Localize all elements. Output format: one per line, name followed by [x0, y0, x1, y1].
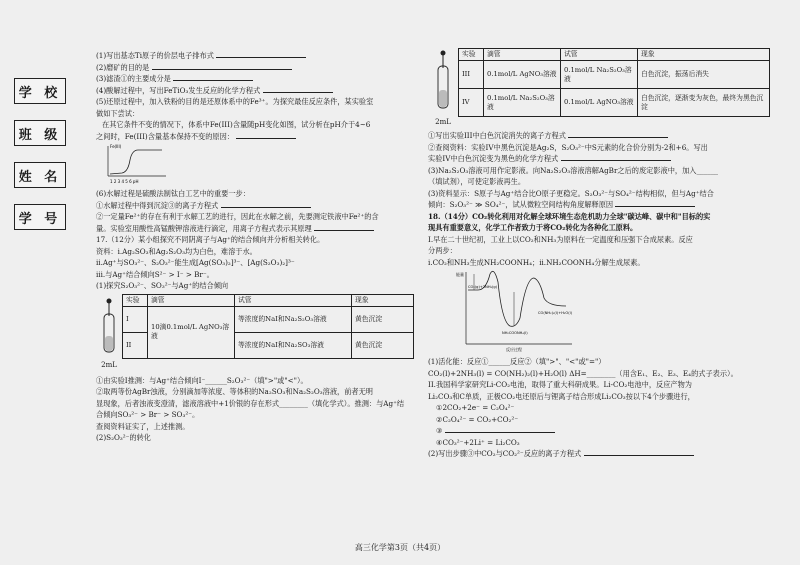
r4a-text: (3)资料显示：S原子与Ag⁺结合比O原子更稳定。S₂O₃²⁻与SO₄²⁻结构相似，但与Ag⁺结合: [428, 188, 714, 198]
right-column: [428, 48, 773, 460]
page-footer: 高三化学第3页（共4页）: [354, 543, 446, 552]
c2c-text: 合倾向SO₃²⁻ > Br⁻ > SO₃²⁻。: [96, 410, 200, 419]
r2b-text: 实验IV中白色沉淀变为黑色的化学方程式: [428, 154, 559, 163]
p1c-text: i.CO₂和NH₃生成NH₂COONH₄；ii.NH₂COONH₄分解生成尿素。: [428, 257, 645, 267]
th-exp: 实验: [459, 49, 484, 61]
row-id: IV: [459, 89, 484, 117]
label-process: 反应过程: [506, 347, 522, 352]
test-tube-icon: [100, 298, 118, 356]
q6-text: (6)水解过程是硫酸法制钛白工艺中的重要一步：: [96, 189, 250, 198]
answer-blank[interactable]: [173, 73, 253, 81]
p1a-text: I.早在二十世纪初，工业上以CO₂和NH₃为原料在一定温度和压强下合成尿素。反应: [428, 234, 693, 244]
row-dropper: 10滴0.1mol/L AgNO₃溶液: [148, 306, 235, 358]
r3b-text: （填试剂），可使定影液再生。: [428, 177, 526, 186]
test-tube-figure: [96, 294, 122, 372]
q5b-text: 做如下尝试：: [96, 108, 140, 118]
r2a-text: ②查阅资料：实验IV中黑色沉淀是Ag₂S，S₂O₃²⁻中S元素的化合价分别为-2和+6。写出: [428, 142, 708, 152]
exp-table-1-block: [96, 294, 416, 372]
s1-text: ①2CO₂+2e⁻ = C₂O₄²⁻: [436, 403, 515, 412]
answer-blank[interactable]: [615, 199, 695, 207]
c1-text: ①由实验I推测：与Ag⁺结合倾向I⁻______S₂O₃²⁻（填">"或"<"）。: [96, 375, 308, 385]
p2a-text: II.我国科学家研究Li-CO₂电池，取得了重大科研成果。Li-CO₂电池中，反应产物为: [428, 380, 692, 389]
sub1-text: (1)探究S₂O₃²⁻、SO₃²⁻与Ag⁺的结合倾向: [96, 281, 229, 290]
test-tube-figure: [428, 48, 458, 128]
answer-blank[interactable]: [445, 425, 555, 433]
row-tube: 0.1mol/L Na₂S₂O₃溶液: [561, 61, 638, 89]
s4-text: ④CO₃²⁻+2Li⁺ = Li₂CO₃: [436, 437, 520, 447]
q5c-text: 在其它条件不变的情况下，体系中Fe(III)含量随pH变化如图，试分析在pH介于4~6: [102, 120, 371, 129]
energy-diagram-svg: [456, 268, 576, 354]
row-result: 白色沉淀，逐渐变为灰色，最终为黑色沉淀: [638, 89, 770, 117]
row-tube: 等浓度的NaI和Na₂S₂O₃溶液: [235, 306, 352, 332]
student-info-sidebar: [14, 78, 64, 228]
row-id: I: [123, 306, 148, 332]
q4-text: (4)酸解过程中，写出FeTiO₃发生反应的化学方程式: [96, 85, 261, 95]
row-dropper: 0.1mol/L Na₂S₂O₃溶液: [484, 89, 561, 117]
c2b-text: 显现象，后者浊液变澄清，滤液溶液中+1价银的存在形式________（填化学式）。推测：与Ag⁺结: [96, 398, 405, 408]
tube-volume: 2mL: [435, 117, 451, 126]
id-box: 学 号: [14, 204, 66, 230]
th-dropper: 滴管: [148, 294, 235, 306]
r1-text: ①写出实验III中白色沉淀消失的离子方程式: [428, 131, 566, 140]
q5a-text: (5)还原过程中，加入铁粉的目的是还原体系中的Fe³⁺。为探究最佳反应条件，某实验室: [96, 97, 374, 106]
experiment-table-2: [458, 48, 770, 117]
th-exp: 实验: [123, 294, 148, 306]
q6a-text: ①水解过程中得到沉淀③的离子方程式: [96, 200, 219, 210]
s2-text: ②C₂O₄²⁻ = CO₂+CO₂²⁻: [436, 414, 519, 424]
q2-text: (2)磨矿的目的是: [96, 62, 150, 72]
class-box: 班 级: [14, 120, 66, 146]
r4b-text: 倾向：S₂O₃²⁻ ≫ SO₄²⁻，试从微粒空间结构角度解释原因: [428, 200, 614, 209]
th-dropper: 滴管: [484, 49, 561, 61]
ph-graph: [96, 142, 416, 188]
energy-diagram: [428, 268, 773, 356]
label-reactants: CO₂(g)+2NH₃(g): [468, 285, 498, 289]
q18b-text: 现具有重要意义，化学工作者致力于将CO₂转化为各种化工原料。: [428, 223, 638, 232]
row-id: III: [459, 61, 484, 89]
left-column: [96, 50, 416, 444]
energy-curve: [468, 271, 566, 326]
label-products: CO(NH₂)₂(l)+H₂O(l): [538, 311, 573, 315]
th-tube: 试管: [235, 294, 352, 306]
c4-text: (2)S₂O₃²⁻的转化: [96, 433, 151, 442]
answer-blank[interactable]: [216, 50, 306, 58]
graph-ylabel: Fe(III): [110, 144, 122, 149]
e1-text: (1)活化能：反应①______反应②（填">"、"<"或"="）: [428, 357, 606, 366]
answer-blank[interactable]: [221, 200, 311, 208]
th-result: 现象: [352, 294, 414, 306]
answer-blank[interactable]: [263, 85, 333, 93]
q18a-text: 18.（14分）CO₂转化利用对化解全球环境生态危机助力全球"碳达峰、碳中和"目标的实: [428, 211, 711, 221]
answer-blank[interactable]: [568, 130, 668, 138]
q17-text: 17.（12分）某小组探究不同阴离子与Ag⁺的结合倾向并分析相关转化。: [96, 235, 325, 244]
exp-table-2-block: [428, 48, 773, 128]
row-result: 黄色沉淀: [352, 332, 414, 358]
test-tube-icon: [434, 50, 452, 112]
e2-text: CO₂(l)+2NH₃(l) = CO(NH₂)₂(l)+H₂O(l) ΔH=________（用含E₁、E₂、E₃、E₄的式子表示）。: [428, 368, 738, 378]
school-box: 学 校: [14, 78, 66, 104]
label-intermediate: NH₂COONH₄(l): [502, 331, 528, 335]
ph-graph-svg: [100, 142, 170, 186]
row-tube: 0.1mol/L AgNO₃溶液: [561, 89, 638, 117]
q6b1-text: ②一定量Fe²⁺的存在有利于水解工艺的进行，因此在水解之前，先要测定铁液中Fe²⁺的含: [96, 212, 379, 221]
graph-xlabel: 1 2 3 4 5 6 pH: [110, 179, 139, 184]
fe-curve: [110, 150, 162, 174]
row-result: 白色沉淀，振荡后消失: [638, 61, 770, 89]
experiment-table-1: [122, 294, 414, 359]
row-id: II: [123, 332, 148, 358]
s3-text: ③: [436, 426, 443, 435]
p2b-text: Li₂CO₃和C单质，正极CO₂电还原后与锂离子结合形成Li₂CO₃按以下4个步骤进行，: [428, 391, 695, 401]
q6b2-text: 量。实验室用酸性高锰酸钾溶液进行滴定，用离子方程式表示其原理: [96, 223, 312, 233]
p1b-text: 分两步：: [428, 246, 457, 255]
answer-blank[interactable]: [236, 131, 296, 139]
q5d-text: 之间时，Fe(III)含量基本保持不变的原因：: [96, 131, 234, 141]
c2a-text: ②取两等份AgBr浊液，分别滴加等浓度、等体积的Na₂SO₃和Na₂S₂O₃溶液，前者无明: [96, 387, 373, 396]
q1-text: (1)写出基态Ti原子的价层电子排布式: [96, 51, 214, 60]
answer-blank[interactable]: [561, 153, 671, 161]
answer-blank[interactable]: [584, 448, 694, 456]
info1-text: ii.Ag⁺与SO₃²⁻、S₂O₃²⁻能生成[Ag(SO₃)₂]³⁻、[Ag(S₂O₃)₂]³⁻: [96, 258, 295, 267]
th-result: 现象: [638, 49, 770, 61]
row-result: 黄色沉淀: [352, 306, 414, 332]
answer-blank[interactable]: [152, 62, 292, 70]
q3-text: (3)滤渣①的主要成分是: [96, 74, 171, 83]
info2-text: iii.与Ag⁺结合倾向S²⁻ > I⁻ > Br⁻。: [96, 269, 214, 279]
info0-text: 资料：i.Ag₂SO₃和Ag₂S₂O₃均为白色，难溶于水。: [96, 246, 257, 256]
e3-text: (2)写出步骤③中CO₂与CO₂²⁻反应的离子方程式: [428, 449, 582, 458]
c3-text: 查阅资料证实了，上述推测。: [96, 421, 190, 431]
name-box: 姓 名: [14, 162, 66, 188]
r3a-text: (3)Na₂S₂O₃溶液可用作定影液。向Na₂S₂O₃溶液溶解AgBr之后的废定影液中，加入______: [428, 165, 719, 175]
answer-blank[interactable]: [314, 223, 374, 231]
row-tube: 等浓度的NaI和Na₂SO₃溶液: [235, 332, 352, 358]
th-tube: 试管: [561, 49, 638, 61]
label-energy: 能量: [456, 272, 464, 277]
row-dropper: 0.1mol/L AgNO₃溶液: [484, 61, 561, 89]
tube-volume: 2mL: [101, 361, 117, 369]
